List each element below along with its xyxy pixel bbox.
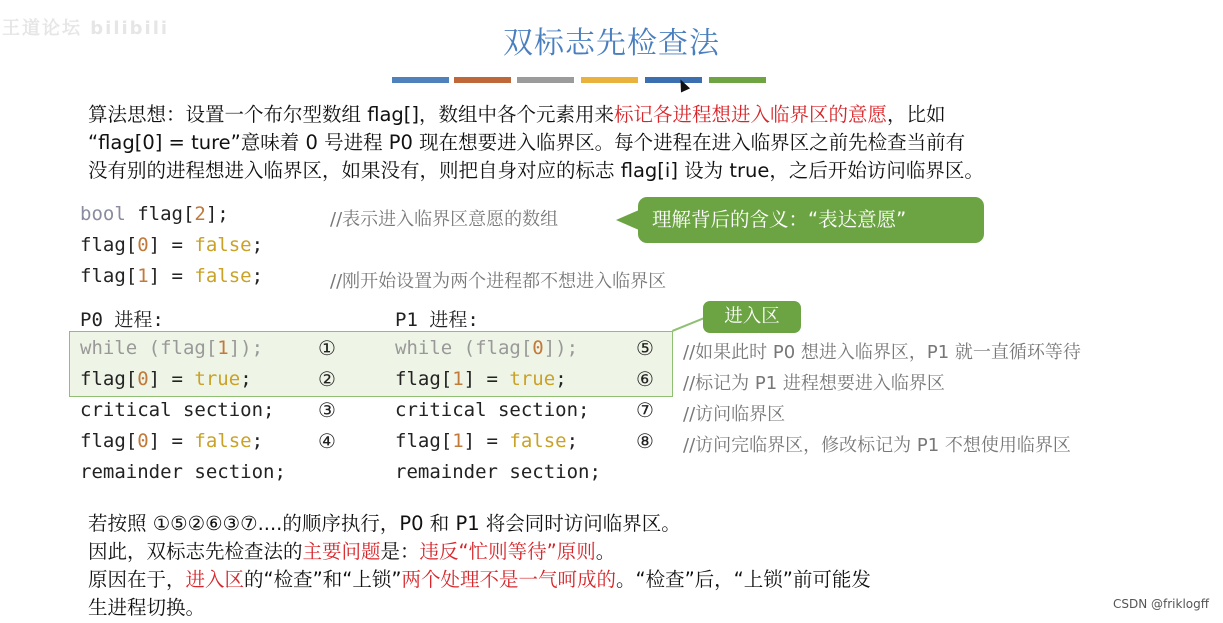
intro-text: 算法思想：设置一个布尔型数组 flag[]，数组中各个元素用来 bbox=[88, 103, 615, 126]
entry-section-label: 进入区 bbox=[703, 301, 801, 333]
color-bar-5 bbox=[645, 77, 702, 83]
summary-highlight: 主要问题 bbox=[302, 540, 381, 563]
color-bar-3 bbox=[517, 77, 574, 83]
intro-line-2: “flag[0] = ture”意味着 0 号进程 P0 现在想要进入临界区。每个进程在进入临界区之前先检查当前有 bbox=[88, 131, 966, 154]
summary-highlight: 两个处理不是一气呵成的 bbox=[401, 568, 616, 591]
code-number: 2 bbox=[194, 203, 206, 225]
code-text: ] = bbox=[148, 430, 195, 452]
meaning-callout: 理解背后的含义：“表达意愿” bbox=[638, 197, 984, 243]
step-marker-1: ① bbox=[318, 336, 336, 360]
summary-highlight: 违反“忙则等待”原则 bbox=[419, 540, 596, 563]
code-text: ; bbox=[251, 265, 264, 287]
color-bar-1 bbox=[392, 77, 449, 83]
code-text: ] = bbox=[463, 368, 510, 390]
step-marker-7: ⑦ bbox=[636, 398, 654, 422]
code-text: ; bbox=[251, 234, 264, 256]
intro-line-1 bbox=[88, 101, 946, 129]
code-value: true bbox=[509, 368, 556, 390]
code-text: flag[ bbox=[125, 203, 195, 225]
code-keyword: while bbox=[80, 337, 138, 359]
code-text: flag[ bbox=[395, 430, 453, 452]
p0-line-1 bbox=[80, 337, 263, 359]
intro-highlight: 标记各进程想进入临界区的意愿 bbox=[614, 103, 888, 126]
p1-line-2 bbox=[395, 368, 567, 390]
summary-text: 因此，双标志先检查法的 bbox=[88, 540, 303, 563]
code-number: 0 bbox=[137, 368, 149, 390]
code-number: 1 bbox=[137, 265, 149, 287]
intro-text: ，比如 bbox=[887, 103, 946, 126]
comment-4: //访问完临界区，修改标记为 P1 不想使用临界区 bbox=[683, 435, 1071, 456]
color-bar-2 bbox=[454, 77, 511, 83]
step-marker-5: ⑤ bbox=[636, 336, 654, 360]
code-number: 0 bbox=[532, 337, 544, 359]
step-marker-2: ② bbox=[318, 367, 336, 391]
color-bar-4 bbox=[581, 77, 638, 83]
code-text: flag[ bbox=[80, 430, 138, 452]
watermark-logo: 王道论坛 bilibili bbox=[2, 18, 170, 39]
code-number: 0 bbox=[137, 234, 149, 256]
source-credit: CSDN @friklogff bbox=[1112, 597, 1209, 611]
code-text: ]; bbox=[205, 203, 229, 225]
step-marker-3: ③ bbox=[318, 398, 336, 422]
code-text: (flag[ bbox=[452, 337, 533, 359]
decl-line-1 bbox=[80, 203, 229, 225]
intro-line-3: 没有别的进程想进入临界区，如果没有，则把自身对应的标志 flag[i] 设为 true，之后开始访问临界区。 bbox=[88, 159, 984, 182]
code-number: 1 bbox=[452, 430, 464, 452]
color-bar-6 bbox=[709, 77, 766, 83]
p0-line-4 bbox=[80, 430, 263, 452]
step-marker-8: ⑧ bbox=[636, 429, 654, 453]
summary-text: 。“检查”后，“上锁”前可能发 bbox=[615, 568, 871, 591]
summary-line-4: 生进程切换。 bbox=[88, 596, 206, 619]
p1-line-1 bbox=[395, 337, 578, 359]
summary-text: 原因在于， bbox=[88, 568, 186, 591]
code-text: ; bbox=[251, 430, 264, 452]
p1-line-5: remainder section; bbox=[395, 461, 601, 483]
callout-pointer bbox=[616, 210, 639, 230]
summary-line-2 bbox=[88, 538, 615, 566]
code-text: ]); bbox=[228, 337, 264, 359]
code-number: 1 bbox=[217, 337, 229, 359]
decl-line-3 bbox=[80, 265, 263, 287]
comment-1: //如果此时 P0 想进入临界区，P1 就一直循环等待 bbox=[683, 342, 1081, 363]
p0-line-3: critical section; bbox=[80, 399, 275, 421]
code-text: ; bbox=[566, 430, 579, 452]
p1-header: P1 进程: bbox=[395, 309, 479, 331]
comment-2: //标记为 P1 进程想要进入临界区 bbox=[683, 373, 945, 394]
decl-comment-1: //表示进入临界区意愿的数组 bbox=[330, 209, 559, 230]
summary-highlight: 进入区 bbox=[185, 568, 245, 591]
code-number: 1 bbox=[452, 368, 464, 390]
code-value: false bbox=[194, 234, 252, 256]
code-text: flag[ bbox=[395, 368, 453, 390]
code-text: flag[ bbox=[80, 265, 138, 287]
summary-text: 是： bbox=[380, 540, 420, 563]
code-keyword: bool bbox=[80, 203, 126, 225]
summary-text: 的“检查”和“上锁” bbox=[244, 568, 402, 591]
code-value: false bbox=[509, 430, 567, 452]
code-text: ] = bbox=[148, 265, 195, 287]
comment-3: //访问临界区 bbox=[683, 404, 786, 425]
code-value: false bbox=[194, 265, 252, 287]
summary-line-1: 若按照 ①⑤②⑥③⑦....的顺序执行，P0 和 P1 将会同时访问临界区。 bbox=[88, 512, 681, 535]
code-text: ; bbox=[240, 368, 252, 390]
step-marker-4: ④ bbox=[318, 429, 336, 453]
code-text: ; bbox=[555, 368, 567, 390]
code-text: ] = bbox=[463, 430, 510, 452]
decl-line-2 bbox=[80, 234, 263, 256]
summary-text: 。 bbox=[595, 540, 616, 563]
step-marker-6: ⑥ bbox=[636, 367, 654, 391]
p1-line-4 bbox=[395, 430, 578, 452]
code-text: ]); bbox=[543, 337, 579, 359]
code-value: true bbox=[194, 368, 241, 390]
code-text: (flag[ bbox=[137, 337, 218, 359]
p0-line-5: remainder section; bbox=[80, 461, 286, 483]
code-value: false bbox=[194, 430, 252, 452]
code-text: ] = bbox=[148, 234, 195, 256]
summary-line-3 bbox=[88, 566, 871, 594]
p0-header: P0 进程: bbox=[80, 309, 164, 331]
p0-line-2 bbox=[80, 368, 252, 390]
code-text: ] = bbox=[148, 368, 195, 390]
code-keyword: while bbox=[395, 337, 453, 359]
decl-comment-3: //刚开始设置为两个进程都不想进入临界区 bbox=[330, 271, 667, 292]
code-number: 0 bbox=[137, 430, 149, 452]
page-title: 双标志先检查法 bbox=[503, 26, 720, 61]
p1-line-3: critical section; bbox=[395, 399, 590, 421]
code-text: flag[ bbox=[80, 368, 138, 390]
code-text: flag[ bbox=[80, 234, 138, 256]
